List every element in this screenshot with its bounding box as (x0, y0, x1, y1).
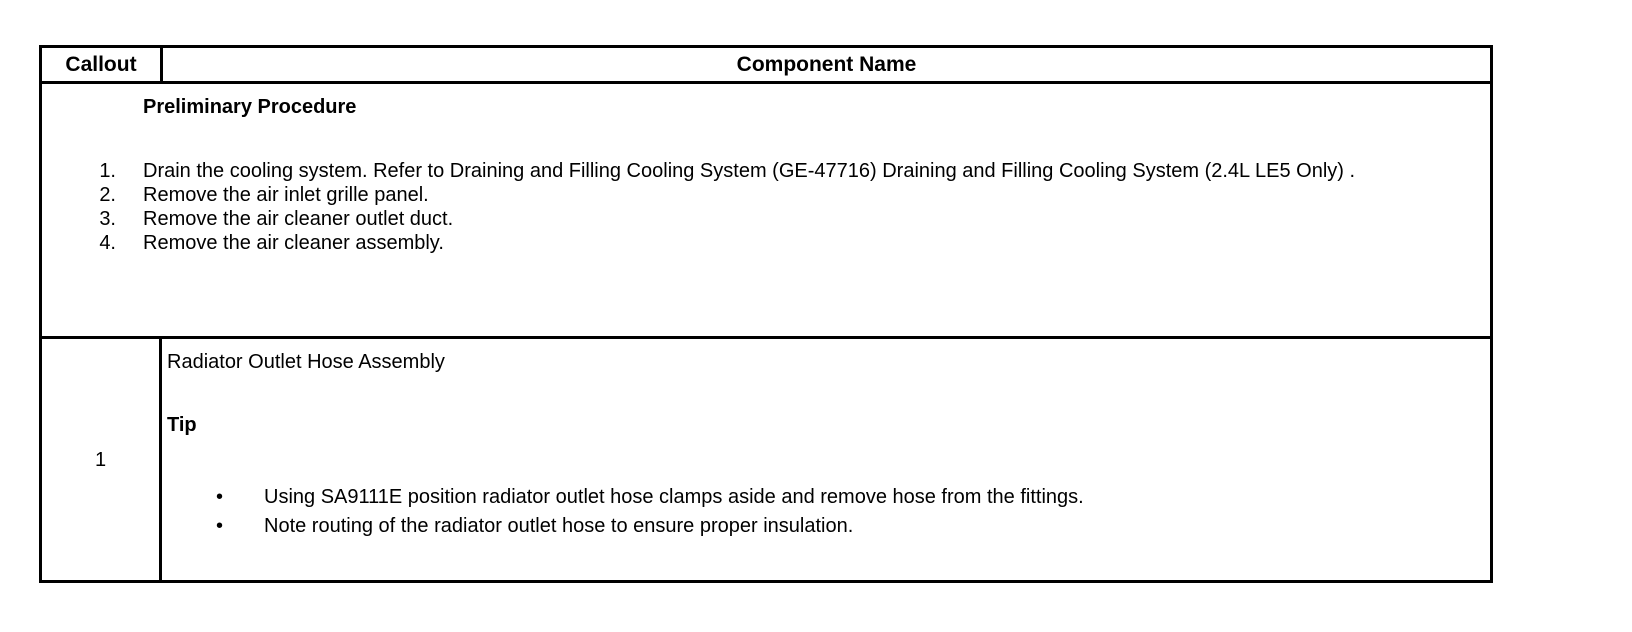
step-number: 3. (99, 208, 116, 230)
column-divider (159, 339, 162, 580)
bullet-icon: • (216, 486, 224, 508)
preliminary-procedure-title: Preliminary Procedure (143, 96, 357, 118)
step-text: Remove the air inlet grille panel. (143, 184, 429, 206)
step-number: 4. (99, 232, 116, 254)
tip-label: Tip (167, 414, 197, 436)
table-header-row (42, 48, 1490, 84)
preliminary-step (42, 231, 1422, 255)
preliminary-step (42, 183, 1422, 207)
table-row (42, 339, 1490, 580)
tip-list (167, 483, 1084, 541)
header-callout: Callout (65, 53, 137, 76)
preliminary-step (42, 207, 1422, 231)
component-cell (167, 339, 1480, 580)
component-name: Radiator Outlet Hose Assembly (167, 351, 445, 373)
preliminary-steps-list (42, 159, 1422, 255)
header-component-name: Component Name (736, 53, 917, 76)
bullet-icon: • (216, 515, 224, 537)
step-number: 1. (99, 160, 116, 182)
step-text: Remove the air cleaner outlet duct. (143, 208, 454, 230)
step-text: Remove the air cleaner assembly. (143, 232, 444, 254)
step-number: 2. (99, 184, 116, 206)
procedure-table (39, 45, 1493, 583)
preliminary-step (42, 159, 1422, 183)
preliminary-procedure-section (42, 84, 1490, 339)
tip-item (167, 512, 1084, 541)
step-text: Drain the cooling system. Refer to Draining and Filling Cooling System (GE-47716) Draining and Filling Cooling System (2.4L LE5 Only) . (143, 160, 1356, 182)
tip-text: Using SA9111E position radiator outlet hose clamps aside and remove hose from the fittings. (264, 486, 1084, 508)
callout-number: 1 (94, 449, 107, 471)
tip-item (167, 483, 1084, 512)
tip-text: Note routing of the radiator outlet hose to ensure proper insulation. (264, 515, 854, 537)
